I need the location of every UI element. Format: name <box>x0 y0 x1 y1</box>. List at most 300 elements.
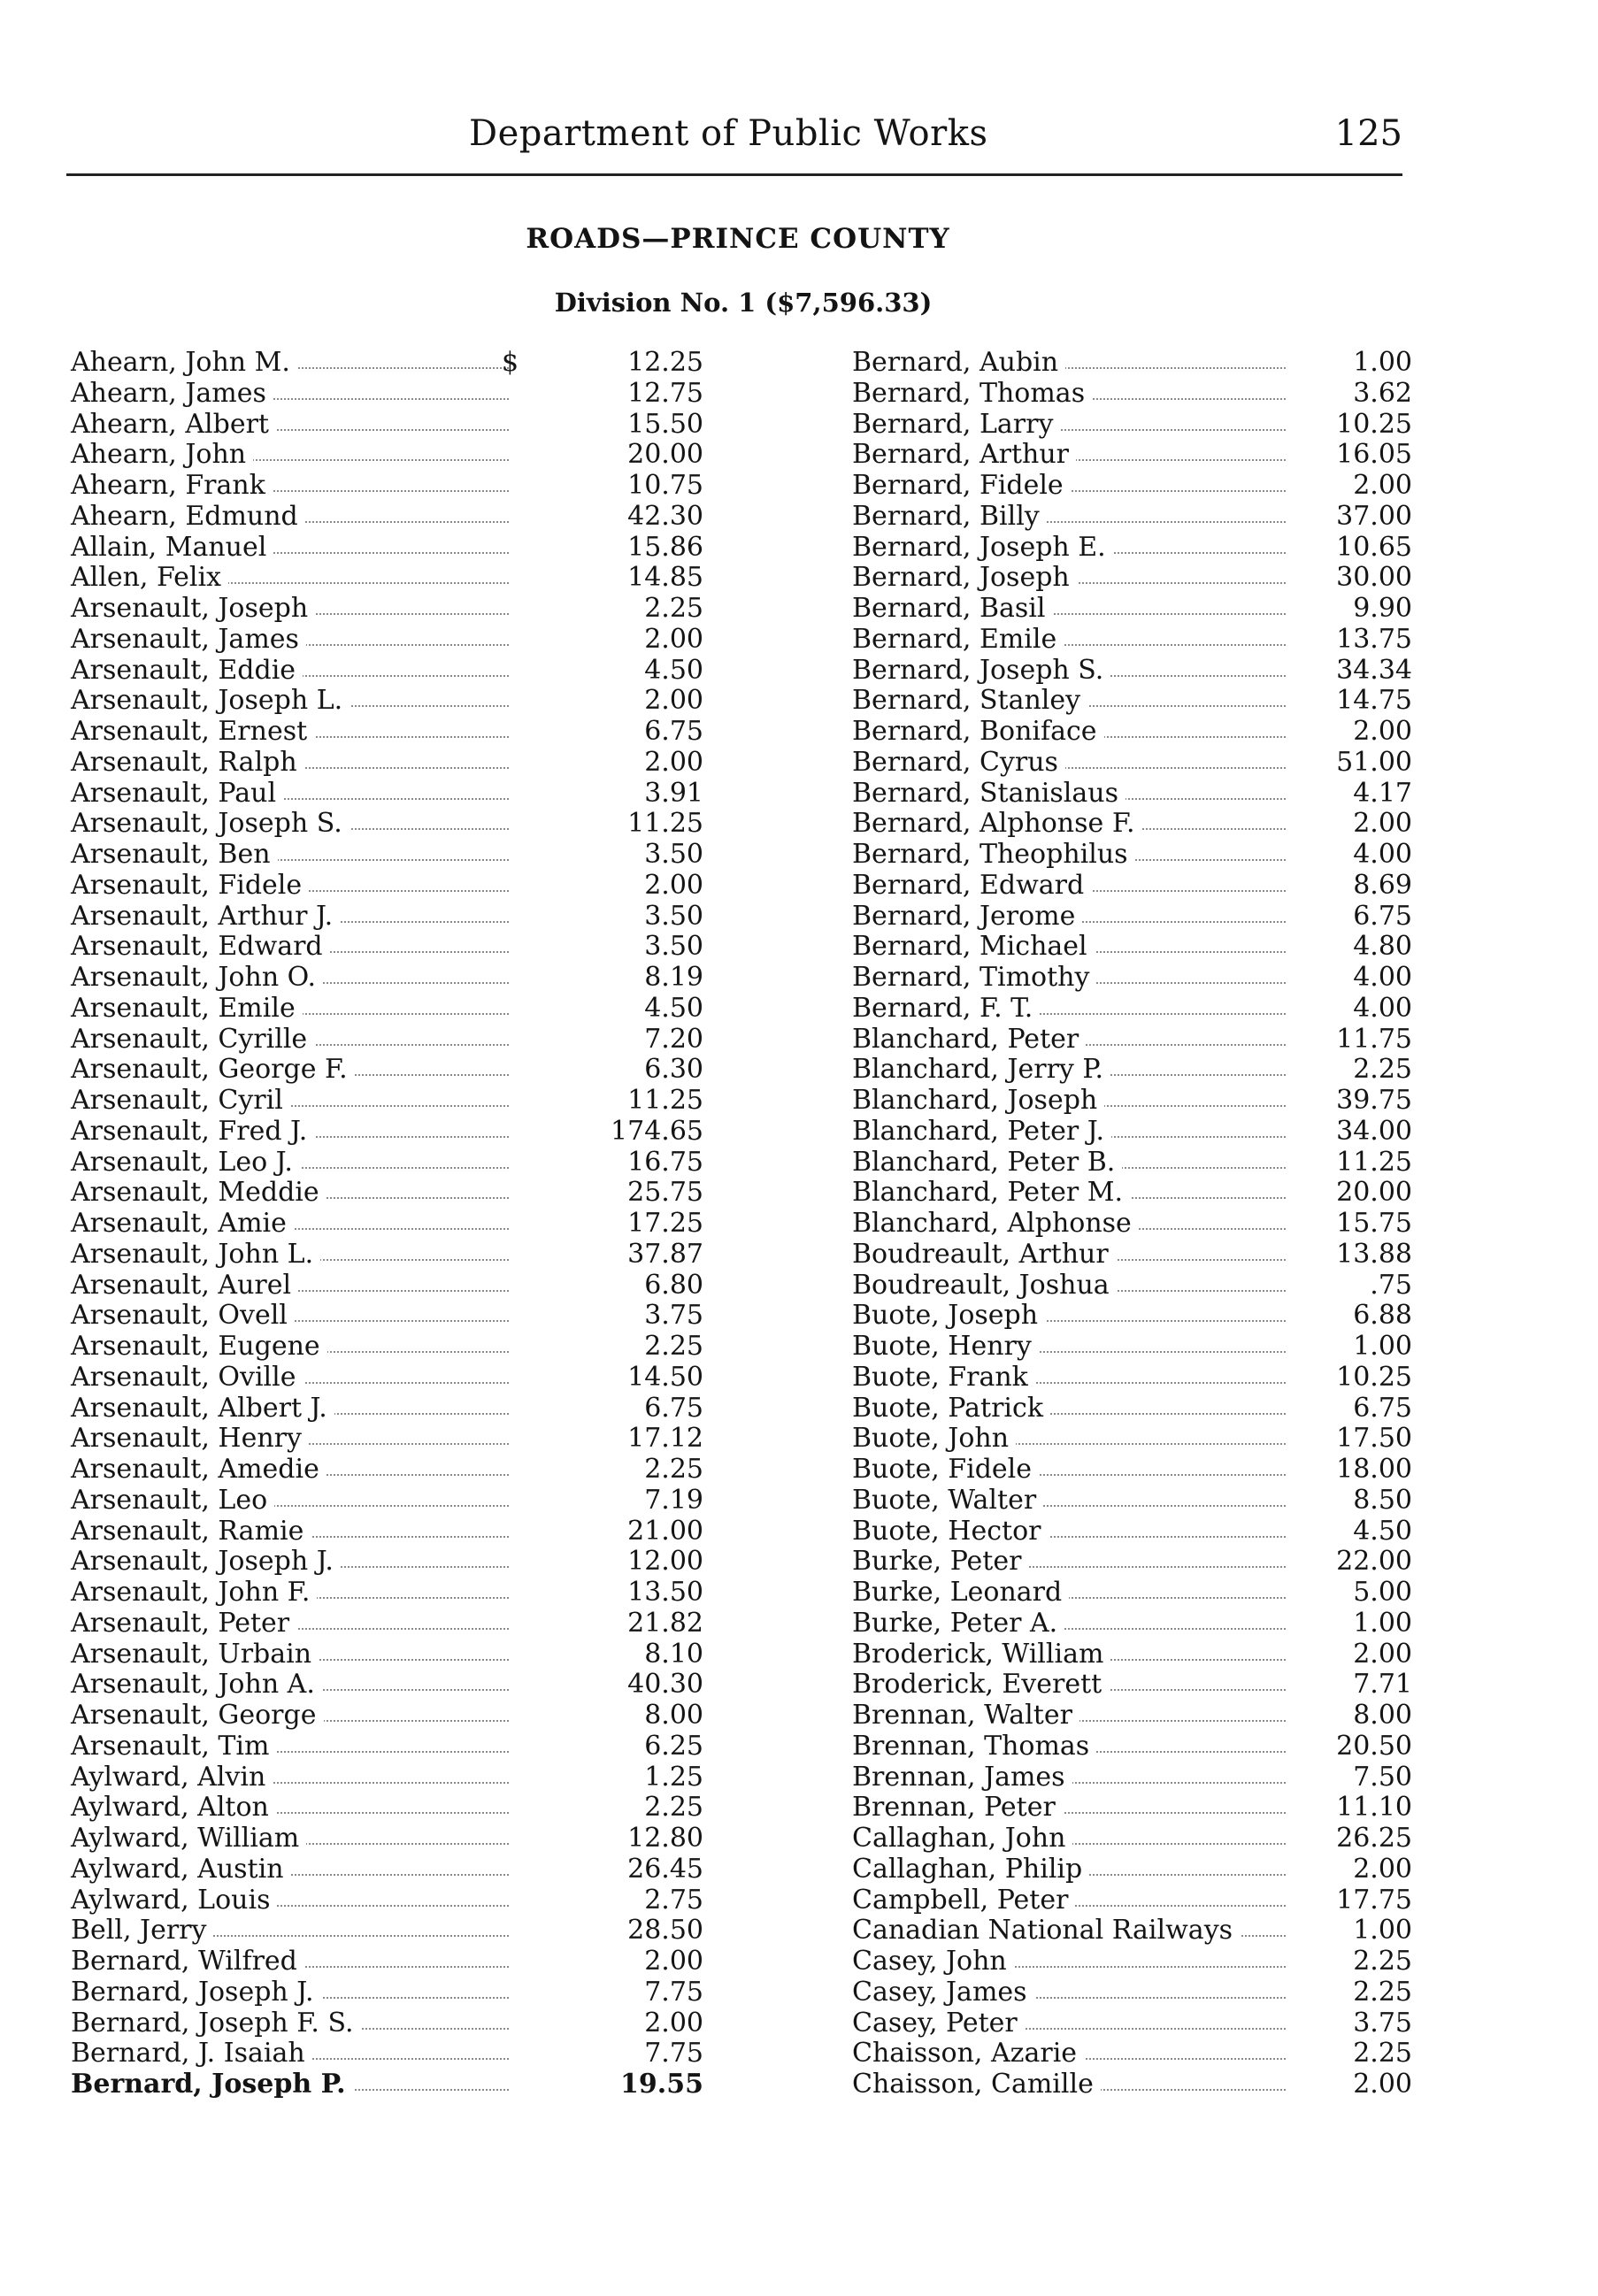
payee-name: Brennan, Walter <box>852 1701 1079 1732</box>
payment-amount: 7.75 <box>644 2038 703 2069</box>
payment-amount: 22.00 <box>1336 1546 1412 1578</box>
ledger-row <box>71 1424 967 1455</box>
ledger-row <box>852 1977 1413 2008</box>
payee-name: Bernard, Timothy <box>852 963 1096 994</box>
ledger-row <box>852 1670 1413 1701</box>
payee-name: Buote, John <box>852 1424 1016 1455</box>
payment-amount: 12.75 <box>627 377 703 409</box>
payee-name: Campbell, Peter <box>852 1885 1075 1916</box>
payee-name: Arsenault, Tim <box>71 1732 276 1762</box>
payment-amount: 37.00 <box>1336 500 1412 532</box>
payment-amount: 5.00 <box>1353 1577 1412 1608</box>
payment-amount: 14.75 <box>1336 685 1412 717</box>
ledger-row <box>852 1916 1413 1947</box>
payee-name: Arsenault, Joseph L. <box>71 686 350 717</box>
payment-amount: 34.34 <box>1336 654 1412 686</box>
payment-amount: 9.90 <box>1353 593 1412 624</box>
ledger-row <box>852 379 1413 410</box>
payee-name: Brennan, Peter <box>852 1793 1063 1824</box>
payee-name: Arsenault, Henry <box>71 1424 309 1455</box>
payee-name: Arsenault, Joseph J. <box>71 1547 341 1578</box>
ledger-row <box>71 1701 967 1732</box>
payee-name: Arsenault, Cyril <box>71 1086 290 1117</box>
ledger-row <box>852 1178 1413 1209</box>
ledger-row <box>71 809 967 840</box>
payment-amount: 2.25 <box>644 1331 703 1362</box>
payment-amount: 11.75 <box>1336 1023 1412 1055</box>
ledger-row <box>71 471 967 502</box>
payee-name: Burke, Peter A. <box>852 1609 1064 1639</box>
payment-amount: 6.75 <box>644 1392 703 1424</box>
ledger-row <box>71 1148 967 1179</box>
payee-name: Arsenault, Urbain <box>71 1639 319 1670</box>
payment-amount: 26.25 <box>1336 1823 1412 1854</box>
ledger-row <box>852 840 1413 871</box>
payee-name: Bernard, F. T. <box>852 994 1040 1025</box>
payment-amount: 8.10 <box>644 1638 703 1670</box>
payment-amount: 1.00 <box>1353 1915 1412 1947</box>
payment-amount: 7.71 <box>1353 1669 1412 1701</box>
payee-name: Arsenault, Ramie <box>71 1517 311 1547</box>
payee-name: Arsenault, John O. <box>71 963 323 994</box>
ledger-row <box>852 1547 1413 1578</box>
payee-name: Bernard, Jerome <box>852 902 1082 933</box>
ledger-row <box>71 1178 967 1209</box>
payment-amount: 13.50 <box>627 1577 703 1608</box>
payment-amount: 8.50 <box>1353 1484 1412 1516</box>
ledger-row <box>71 932 967 963</box>
payment-amount: 6.75 <box>1353 900 1412 932</box>
payee-name: Allain, Manuel <box>71 533 273 564</box>
ledger-row <box>71 1394 967 1424</box>
payment-amount: 2.25 <box>1353 1054 1412 1086</box>
payee-name: Bernard, Joseph E. <box>852 533 1113 564</box>
payment-amount: 17.75 <box>1336 1884 1412 1916</box>
ledger-row <box>852 1578 1413 1609</box>
payment-amount: 20.00 <box>627 439 703 471</box>
ledger-row <box>852 1639 1413 1670</box>
ledger-row <box>852 994 1413 1025</box>
ledger-row <box>852 1824 1413 1854</box>
payment-amount: 7.20 <box>644 1023 703 1055</box>
payment-amount: 7.50 <box>1353 1761 1412 1793</box>
section-title: ROADS—PRINCE COUNTY <box>526 223 950 255</box>
payment-amount: 2.00 <box>1353 1638 1412 1670</box>
payee-name: Ahearn, Edmund <box>71 502 305 533</box>
ledger-row <box>71 1025 967 1056</box>
payee-name: Bernard, Joseph <box>852 563 1077 594</box>
ledger-row <box>852 1086 1413 1117</box>
payee-name: Blanchard, Peter <box>852 1025 1086 1056</box>
ledger-row <box>71 1977 967 2008</box>
payee-name: Aylward, Alvin <box>71 1762 273 1793</box>
ledger-row <box>852 1517 1413 1547</box>
ledger-row <box>852 471 1413 502</box>
ledger-row <box>71 994 967 1025</box>
ledger-row <box>852 533 1413 564</box>
payee-name: Bernard, Cyrus <box>852 748 1065 779</box>
ledger-row <box>71 1455 967 1486</box>
payee-name: Ahearn, Frank <box>71 471 273 502</box>
payment-amount: 3.75 <box>1353 2007 1412 2039</box>
payment-amount: 3.50 <box>644 839 703 870</box>
payment-amount: 15.75 <box>1336 1208 1412 1239</box>
payee-name: Arsenault, Ernest <box>71 717 314 748</box>
ledger-row <box>71 1762 967 1793</box>
payment-amount: 7.75 <box>644 1976 703 2008</box>
ledger-row <box>852 1394 1413 1424</box>
ledger-row <box>71 502 967 533</box>
payee-name: Arsenault, Leo <box>71 1486 274 1517</box>
payee-name: Ahearn, John M. <box>71 348 297 379</box>
payment-amount: 2.25 <box>644 1792 703 1824</box>
payee-name: Bernard, Joseph P. <box>71 2069 353 2100</box>
payment-amount: 6.75 <box>1353 1392 1412 1424</box>
ledger-row <box>852 348 1413 379</box>
payee-name: Casey, John <box>852 1947 1014 1977</box>
payment-amount: 16.05 <box>1336 439 1412 471</box>
payment-amount: 1.00 <box>1353 1607 1412 1639</box>
payee-name: Bernard, Wilfred <box>71 1947 304 1977</box>
payee-name: Bernard, Stanislaus <box>852 779 1126 810</box>
payee-name: Bernard, J. Isaiah <box>71 2039 312 2069</box>
ledger-row <box>71 1547 967 1578</box>
payee-name: Arsenault, Emile <box>71 994 303 1025</box>
ledger-row <box>71 1885 967 1916</box>
ledger-row <box>71 1609 967 1639</box>
ledger-row <box>852 902 1413 933</box>
payment-amount: 13.88 <box>1336 1238 1412 1270</box>
ledger-row <box>852 809 1413 840</box>
payment-amount: 4.00 <box>1353 992 1412 1024</box>
payee-name: Bernard, Fidele <box>852 471 1071 502</box>
running-title: Department of Public Works <box>469 113 988 154</box>
payee-name: Bernard, Alphonse F. <box>852 809 1142 840</box>
page-header <box>66 113 1402 175</box>
payment-amount: 12.25 <box>627 347 703 378</box>
payee-name: Arsenault, Cyrille <box>71 1025 314 1056</box>
payee-name: Burke, Leonard <box>852 1578 1069 1609</box>
payee-name: Broderick, William <box>852 1639 1110 1670</box>
ledger-row <box>852 1609 1413 1639</box>
ledger-row <box>71 686 967 717</box>
payee-name: Arsenault, Ben <box>71 840 278 871</box>
ledger-row <box>71 1301 967 1332</box>
payment-amount: 25.75 <box>627 1177 703 1209</box>
payee-name: Aylward, Austin <box>71 1854 291 1885</box>
payment-amount: 3.50 <box>644 900 703 932</box>
ledger-row <box>852 625 1413 656</box>
payee-name: Arsenault, Edward <box>71 932 330 963</box>
payee-name: Arsenault, Joseph <box>71 594 315 625</box>
payee-name: Buote, Henry <box>852 1332 1039 1363</box>
payee-name: Buote, Walter <box>852 1486 1043 1517</box>
ledger-row <box>71 840 967 871</box>
payment-amount: 2.75 <box>644 1884 703 1916</box>
payee-name: Burke, Peter <box>852 1547 1028 1578</box>
ledger-row <box>71 1240 967 1271</box>
payment-amount: 10.25 <box>1336 408 1412 440</box>
payee-name: Aylward, William <box>71 1824 306 1854</box>
payee-name: Canadian National Railways <box>852 1916 1240 1947</box>
payment-amount: 10.65 <box>1336 531 1412 563</box>
payee-name: Bernard, Aubin <box>852 348 1065 379</box>
payment-amount: 40.30 <box>627 1669 703 1701</box>
payment-amount: 2.00 <box>644 869 703 901</box>
payee-name: Bernard, Basil <box>852 594 1052 625</box>
payment-amount: 1.25 <box>644 1761 703 1793</box>
payee-name: Arsenault, Fidele <box>71 871 309 902</box>
payment-amount: 6.25 <box>644 1730 703 1762</box>
ledger-row <box>852 1947 1413 1977</box>
payment-amount: 2.00 <box>1353 1853 1412 1885</box>
payment-amount: 4.80 <box>1353 931 1412 963</box>
payee-name: Bernard, Boniface <box>852 717 1104 748</box>
ledger-row <box>852 1486 1413 1517</box>
payee-name: Arsenault, Ralph <box>71 748 304 779</box>
payment-amount: .75 <box>1370 1269 1412 1301</box>
currency-symbol: $ <box>502 347 519 378</box>
payment-amount: 4.50 <box>644 992 703 1024</box>
ledger-row <box>852 963 1413 994</box>
payment-amount: 2.25 <box>1353 1946 1412 1977</box>
payment-amount: 14.85 <box>627 562 703 594</box>
ledger-row <box>71 594 967 625</box>
ledger-row <box>852 1271 1413 1302</box>
payment-amount: 4.00 <box>1353 839 1412 870</box>
payment-amount: 2.00 <box>1353 808 1412 840</box>
payment-amount: 2.00 <box>644 623 703 655</box>
ledger-row <box>71 348 967 379</box>
payment-amount: 12.80 <box>627 1823 703 1854</box>
payee-name: Bell, Jerry <box>71 1916 213 1947</box>
ledger-row <box>71 1517 967 1547</box>
ledger-row <box>852 1209 1413 1240</box>
payment-amount: 8.19 <box>644 962 703 993</box>
ledger-row <box>852 1301 1413 1332</box>
ledger-row <box>71 1732 967 1762</box>
payment-amount: 30.00 <box>1336 562 1412 594</box>
payee-name: Bernard, Theophilus <box>852 840 1135 871</box>
payee-name: Bernard, Joseph S. <box>852 656 1110 687</box>
payee-name: Arsenault, John L. <box>71 1240 320 1271</box>
header-rule <box>66 173 1402 176</box>
payment-amount: 2.00 <box>1353 470 1412 501</box>
payment-amount: 17.50 <box>1336 1423 1412 1455</box>
payee-name: Arsenault, Aurel <box>71 1271 298 1302</box>
ledger-row <box>71 2039 967 2069</box>
payee-name: Arsenault, Ovell <box>71 1301 295 1332</box>
ledger-row <box>852 1885 1413 1916</box>
payee-name: Arsenault, Fred J. <box>71 1117 314 1148</box>
payee-name: Chaisson, Azarie <box>852 2039 1084 2069</box>
payee-name: Buote, Patrick <box>852 1394 1050 1424</box>
ledger-row <box>71 1332 967 1363</box>
payment-amount: 6.88 <box>1353 1300 1412 1332</box>
ledger-row <box>71 1363 967 1394</box>
ledger-row <box>71 717 967 748</box>
payment-amount: 2.25 <box>644 593 703 624</box>
payment-amount: 11.25 <box>627 808 703 840</box>
ledger-row <box>852 1455 1413 1486</box>
ledger-row <box>71 533 967 564</box>
payment-amount: 2.25 <box>1353 2038 1412 2069</box>
payment-amount: 2.00 <box>644 2007 703 2039</box>
ledger-row <box>852 717 1413 748</box>
payee-name: Casey, Peter <box>852 2008 1025 2039</box>
payment-amount: 6.75 <box>644 716 703 747</box>
payment-amount: 2.00 <box>1353 2069 1412 2100</box>
payee-name: Buote, Fidele <box>852 1455 1039 1486</box>
ledger-row <box>71 1055 967 1086</box>
payment-amount: 34.00 <box>1336 1115 1412 1147</box>
ledger-row <box>852 779 1413 810</box>
ledger-row <box>71 748 967 779</box>
ledger-row <box>71 379 967 410</box>
ledger-row <box>852 1148 1413 1179</box>
payee-name: Arsenault, Amedie <box>71 1455 327 1486</box>
ledger-row <box>852 440 1413 471</box>
payment-amount: 10.25 <box>1336 1361 1412 1393</box>
payee-name: Aylward, Alton <box>71 1793 276 1824</box>
ledger-row <box>852 656 1413 687</box>
division-heading: Division No. 1 ($7,596.33) <box>554 288 933 318</box>
payment-amount: 2.25 <box>1353 1976 1412 2008</box>
payment-amount: 6.30 <box>644 1054 703 1086</box>
payee-name: Arsenault, George <box>71 1701 324 1732</box>
payment-amount: 4.00 <box>1353 962 1412 993</box>
payment-amount: 4.50 <box>644 654 703 686</box>
payment-amount: 2.25 <box>644 1454 703 1485</box>
payment-amount: 21.82 <box>627 1607 703 1639</box>
ledger-row <box>852 1424 1413 1455</box>
payee-name: Brennan, James <box>852 1762 1072 1793</box>
ledger-row <box>71 2008 967 2039</box>
payment-amount: 51.00 <box>1336 746 1412 778</box>
ledger-row <box>852 410 1413 441</box>
payee-name: Arsenault, George F. <box>71 1055 355 1086</box>
payment-amount: 18.00 <box>1336 1454 1412 1485</box>
ledger-row <box>852 686 1413 717</box>
payee-name: Blanchard, Alphonse <box>852 1209 1139 1240</box>
payee-name: Arsenault, Eddie <box>71 656 303 687</box>
payee-name: Broderick, Everett <box>852 1670 1109 1701</box>
payment-amount: 3.50 <box>644 931 703 963</box>
ledger-row <box>852 1701 1413 1732</box>
payee-name: Arsenault, Amie <box>71 1209 294 1240</box>
payee-name: Casey, James <box>852 1977 1034 2008</box>
ledger-row <box>71 410 967 441</box>
payee-name: Arsenault, Leo J. <box>71 1148 300 1179</box>
payee-name: Arsenault, Arthur J. <box>71 902 340 933</box>
payee-name: Allen, Felix <box>71 563 228 594</box>
payment-amount: 37.87 <box>627 1238 703 1270</box>
page-number: 125 <box>1334 113 1402 154</box>
payment-amount: 174.65 <box>611 1115 703 1147</box>
payment-amount: 42.30 <box>627 500 703 532</box>
payee-name: Bernard, Michael <box>852 932 1095 963</box>
payee-name: Callaghan, John <box>852 1824 1072 1854</box>
ledger-row <box>852 748 1413 779</box>
ledger-row <box>852 2008 1413 2039</box>
payee-name: Ahearn, James <box>71 379 273 410</box>
payment-amount: 21.00 <box>627 1515 703 1547</box>
payment-amount: 3.75 <box>644 1300 703 1332</box>
payee-name: Arsenault, Oville <box>71 1363 303 1394</box>
payment-amount: 12.00 <box>627 1546 703 1578</box>
ledger-row <box>852 1240 1413 1271</box>
payment-amount: 16.75 <box>627 1146 703 1178</box>
payment-amount: 20.00 <box>1336 1177 1412 1209</box>
ledger-row <box>852 1732 1413 1762</box>
payee-name: Bernard, Stanley <box>852 686 1087 717</box>
payee-name: Callaghan, Philip <box>852 1854 1089 1885</box>
ledger-row <box>71 779 967 810</box>
payee-name: Bernard, Arthur <box>852 440 1076 471</box>
ledger-row <box>852 502 1413 533</box>
ledger-row <box>71 963 967 994</box>
payment-amount: 15.86 <box>627 531 703 563</box>
ledger-row <box>71 2069 967 2100</box>
payment-amount: 10.75 <box>627 470 703 501</box>
ledger-row <box>852 2039 1413 2069</box>
ledger-row <box>71 1271 967 1302</box>
right-column <box>852 348 1413 2100</box>
ledger-row <box>71 1486 967 1517</box>
payment-amount: 20.50 <box>1336 1730 1412 1762</box>
payment-amount: 19.55 <box>620 2069 703 2100</box>
left-column <box>71 348 967 2100</box>
payee-name: Boudreault, Joshua <box>852 1271 1117 1302</box>
payee-name: Blanchard, Peter M. <box>852 1178 1130 1209</box>
ledger-row <box>71 902 967 933</box>
payment-amount: 8.69 <box>1353 869 1412 901</box>
payee-name: Ahearn, Albert <box>71 410 276 441</box>
payment-amount: 39.75 <box>1336 1085 1412 1116</box>
payee-name: Aylward, Louis <box>71 1885 277 1916</box>
ledger-row <box>71 1793 967 1824</box>
payee-name: Arsenault, James <box>71 625 306 656</box>
ledger-row <box>71 1117 967 1148</box>
ledger-row <box>71 1947 967 1977</box>
payment-amount: 17.25 <box>627 1208 703 1239</box>
payee-name: Arsenault, John F. <box>71 1578 317 1609</box>
payment-amount: 11.25 <box>1336 1146 1412 1178</box>
payee-name: Buote, Hector <box>852 1517 1049 1547</box>
ledger-row <box>71 1086 967 1117</box>
payee-name: Arsenault, Paul <box>71 779 283 810</box>
payment-amount: 7.19 <box>644 1484 703 1516</box>
payee-name: Bernard, Joseph F. S. <box>71 2008 361 2039</box>
payee-name: Blanchard, Jerry P. <box>852 1055 1110 1086</box>
ledger-row <box>71 625 967 656</box>
payee-name: Arsenault, Eugene <box>71 1332 327 1363</box>
payment-amount: 17.12 <box>627 1423 703 1455</box>
payee-name: Arsenault, Joseph S. <box>71 809 350 840</box>
payee-name: Buote, Frank <box>852 1363 1035 1394</box>
ledger-row <box>852 1793 1413 1824</box>
payee-name: Bernard, Emile <box>852 625 1064 656</box>
payee-name: Buote, Joseph <box>852 1301 1045 1332</box>
payee-name: Bernard, Larry <box>852 410 1060 441</box>
ledger-row <box>71 1916 967 1947</box>
payee-name: Ahearn, John <box>71 440 253 471</box>
payee-name: Bernard, Edward <box>852 871 1091 902</box>
ledger-row <box>852 1762 1413 1793</box>
ledger-row <box>71 1854 967 1885</box>
ledger-row <box>852 1363 1413 1394</box>
ledger-row <box>71 1824 967 1854</box>
